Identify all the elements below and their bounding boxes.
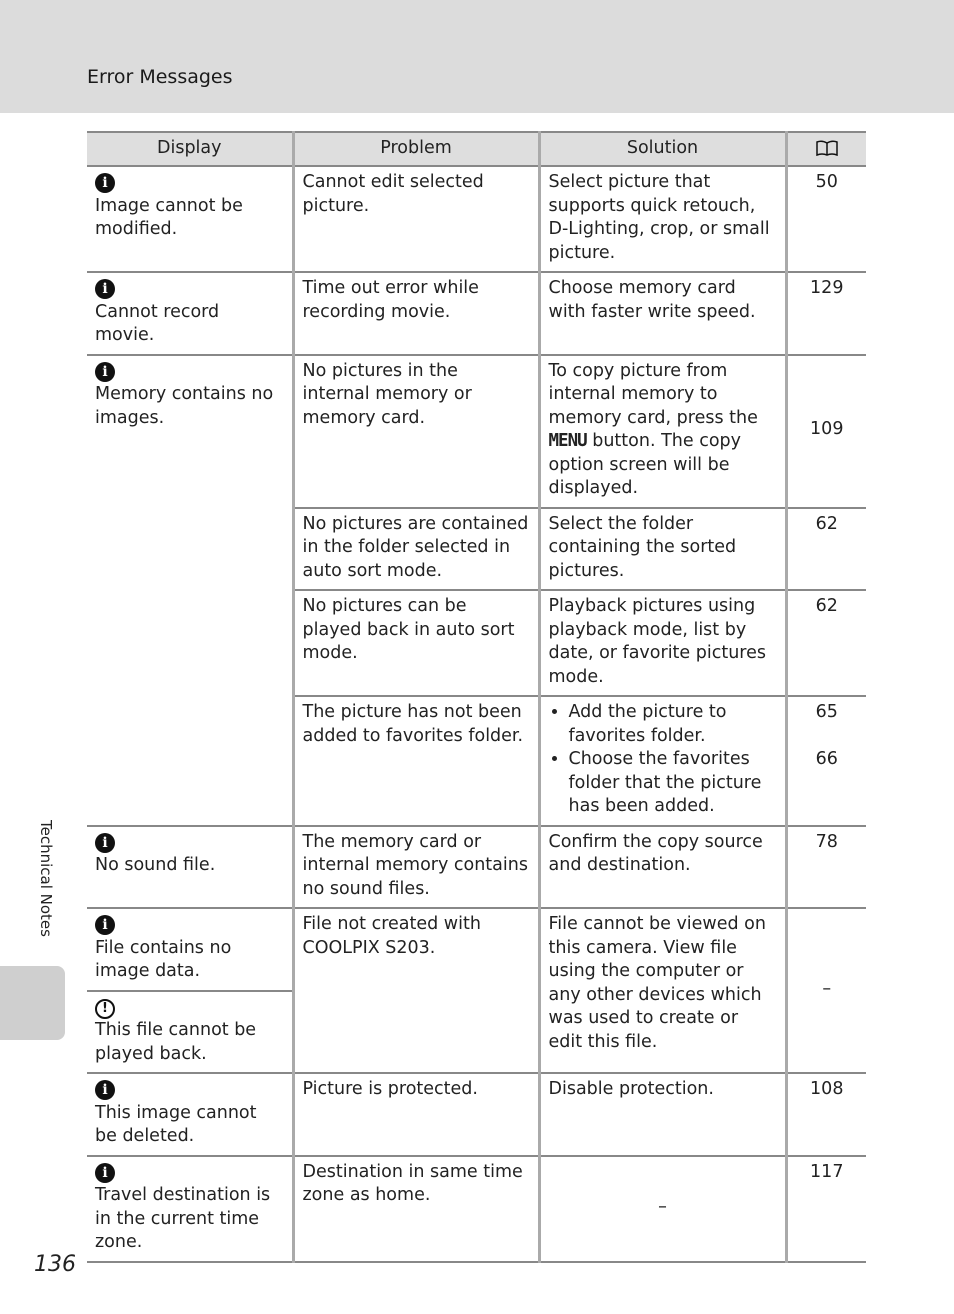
side-tab-label: Technical Notes — [37, 820, 55, 937]
solution-cell: Choose memory card with faster write speed. — [539, 272, 786, 355]
problem-cell: The picture has not been added to favorites folder. — [293, 696, 539, 826]
problem-cell: Cannot edit selected picture. — [293, 166, 539, 272]
list-item: • Choose the favorites folder that the picture has been added. — [569, 748, 777, 819]
display-text: This file cannot be played back. — [95, 1020, 257, 1064]
problem-cell: Time out error while recording movie. — [293, 272, 539, 355]
display-cell — [87, 355, 293, 826]
display-cell — [87, 166, 293, 272]
solution-cell: – — [539, 1156, 786, 1262]
table-row — [87, 355, 866, 508]
info-icon: i — [95, 362, 115, 382]
solution-cell: Select picture that supports quick retouch, D-Lighting, crop, or small picture. — [539, 166, 786, 272]
solution-list — [549, 701, 777, 819]
header-problem: Problem — [293, 132, 539, 166]
header-band — [0, 0, 954, 113]
solution-cell: File cannot be viewed on this camera. View file using the computer or any other devices which was used to create or edit this file. — [539, 908, 786, 1073]
ref-cell: 62 — [786, 508, 866, 591]
table-row — [87, 1156, 866, 1262]
list-item: • Add the picture to favorites folder. — [569, 701, 777, 748]
solution-cell: To copy picture from internal memory to memory card, press the MENU button. The copy option screen will be displayed. — [539, 355, 786, 508]
display-cell — [87, 272, 293, 355]
display-text: Travel destination is in the current time zone. — [95, 1185, 271, 1252]
ref-cell: 117 — [786, 1156, 866, 1262]
display-cell — [87, 1073, 293, 1156]
ref-cell: – — [786, 908, 866, 1073]
side-tab — [0, 966, 65, 1040]
table-row — [87, 272, 866, 355]
header-reference — [786, 132, 866, 166]
info-icon: i — [95, 833, 115, 853]
table-row — [87, 826, 866, 909]
solution-cell — [539, 696, 786, 826]
display-text: Image cannot be modified. — [95, 195, 243, 239]
display-text: This image cannot be deleted. — [95, 1102, 257, 1146]
display-cell — [87, 991, 293, 1074]
problem-cell: Destination in same time zone as home. — [293, 1156, 539, 1262]
problem-cell: File not created with COOLPIX S203. — [293, 908, 539, 1073]
display-cell — [87, 826, 293, 909]
ref-cell: 65 66 — [786, 696, 866, 826]
page-number: 136 — [34, 1252, 76, 1277]
ref-cell: 108 — [786, 1073, 866, 1156]
display-text: Cannot record movie. — [95, 301, 220, 345]
ref-cell: 78 — [786, 826, 866, 909]
table-header-row — [87, 132, 866, 166]
problem-cell: The memory card or internal memory contains no sound files. — [293, 826, 539, 909]
display-cell — [87, 1156, 293, 1262]
warning-icon: ! — [95, 999, 115, 1019]
ref-cell: 109 — [786, 355, 866, 508]
solution-cell: Select the folder containing the sorted pictures. — [539, 508, 786, 591]
table-row — [87, 908, 866, 991]
info-icon: i — [95, 915, 115, 935]
table-row — [87, 1073, 866, 1156]
problem-cell: No pictures in the internal memory or memory card. — [293, 355, 539, 508]
info-icon: i — [95, 279, 115, 299]
info-icon: i — [95, 1163, 115, 1183]
menu-button-label: MENU — [548, 431, 587, 451]
ref-cell: 129 — [786, 272, 866, 355]
ref-cell: 50 — [786, 166, 866, 272]
problem-cell: No pictures are contained in the folder selected in auto sort mode. — [293, 508, 539, 591]
table-row — [87, 166, 866, 272]
solution-cell: Confirm the copy source and destination. — [539, 826, 786, 909]
ref-cell: 62 — [786, 590, 866, 696]
display-cell — [87, 908, 293, 991]
header-display: Display — [87, 132, 293, 166]
info-icon: i — [95, 173, 115, 193]
section-title: Error Messages — [87, 66, 233, 88]
display-text: File contains no image data. — [95, 937, 232, 981]
problem-cell: No pictures can be played back in auto sort mode. — [293, 590, 539, 696]
book-icon — [816, 140, 838, 156]
info-icon: i — [95, 1080, 115, 1100]
problem-cell: Picture is protected. — [293, 1073, 539, 1156]
header-solution: Solution — [539, 132, 786, 166]
display-text: No sound file. — [95, 855, 216, 875]
display-text: Memory contains no images. — [95, 384, 274, 428]
error-messages-table — [87, 131, 866, 1263]
solution-cell: Playback pictures using playback mode, list by date, or favorite pictures mode. — [539, 590, 786, 696]
solution-cell: Disable protection. — [539, 1073, 786, 1156]
